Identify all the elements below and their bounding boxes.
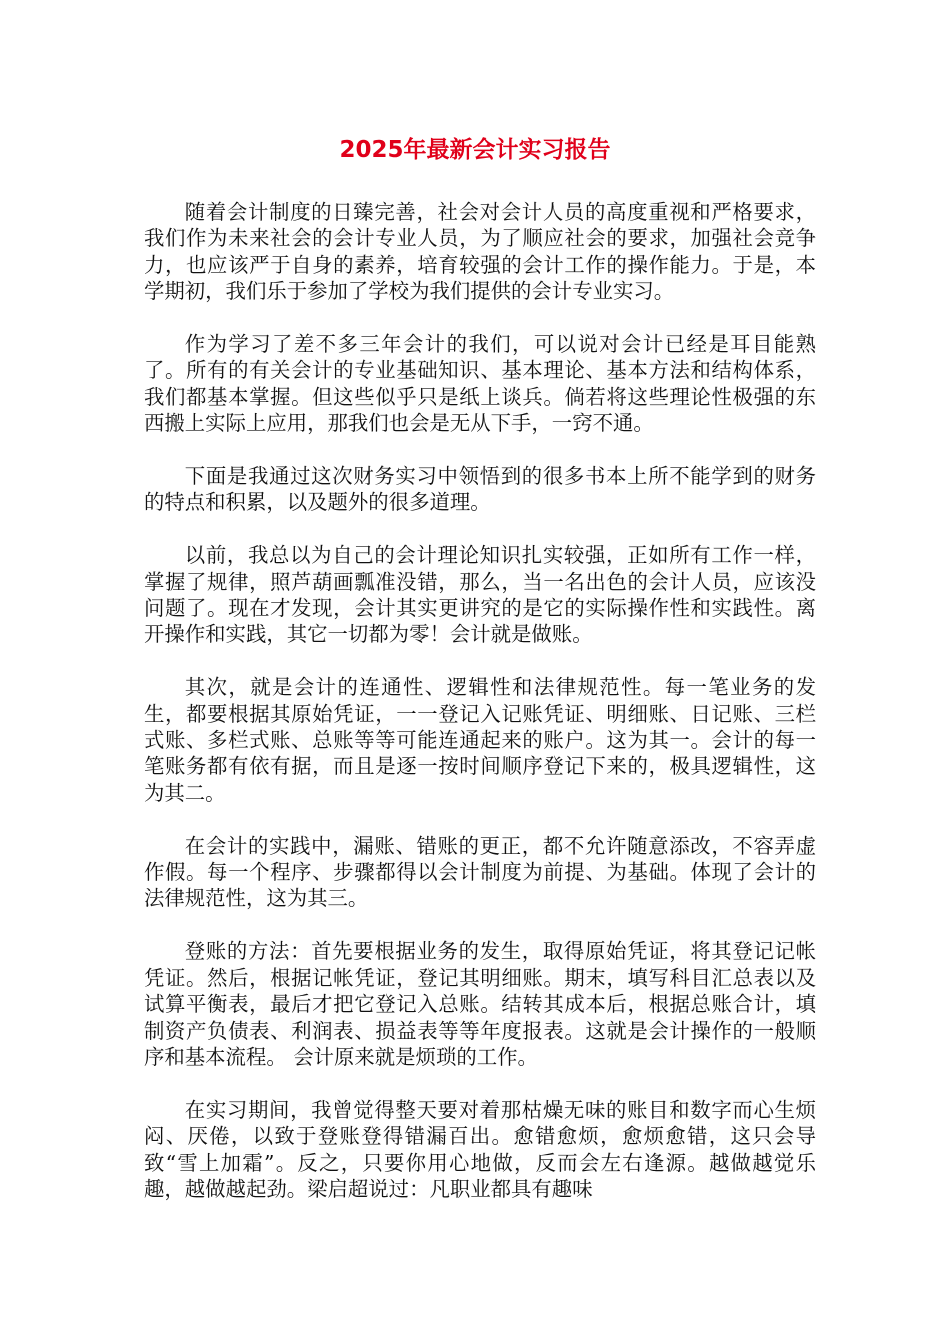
paragraph: 在实习期间，我曾觉得整天要对着那枯燥无味的账目和数字而心生烦闷、厌倦，以致于登账登得错漏百出。愈错愈烦，愈烦愈错，这只会导致“雪上加霜”。反之，只要你用心地做，反而会左右逢源。越做越觉乐趣，越做越起劲。梁启超说过：凡职业都具有趣味	[144, 1097, 816, 1201]
document-title: 2025年最新会计实习报告	[339, 137, 611, 163]
paragraph: 作为学习了差不多三年会计的我们，可以说对会计已经是耳目能熟了。所有的有关会计的专业基础知识、基本理论、基本方法和结构体系，我们都基本掌握。但这些似乎只是纸上谈兵。倘若将这些理论性极强的东西搬上实际上应用，那我们也会是无从下手，一窍不通。	[144, 332, 816, 436]
paragraph: 以前，我总以为自己的会计理论知识扎实较强，正如所有工作一样，掌握了规律，照芦葫画瓢准没错，那么，当一名出色的会计人员，应该没问题了。现在才发现，会计其实更讲究的是它的实际操作性和实践性。离开操作和实践，其它一切都为零！会计就是做账。	[144, 543, 816, 647]
paragraph: 随着会计制度的日臻完善，社会对会计人员的高度重视和严格要求，我们作为未来社会的会计专业人员，为了顺应社会的要求，加强社会竞争力，也应该严于自身的素养，培育较强的会计工作的操作能力。于是，本学期初，我们乐于参加了学校为我们提供的会计专业实习。	[144, 200, 816, 304]
paragraph: 下面是我通过这次财务实习中领悟到的很多书本上所不能学到的财务的特点和积累，以及题外的很多道理。	[144, 464, 816, 515]
paragraph: 登账的方法：首先要根据业务的发生，取得原始凭证，将其登记记帐凭证。然后，根据记帐凭证，登记其明细账。期末，填写科目汇总表以及试算平衡表，最后才把它登记入总账。结转其成本后，根据总账合计，填制资产负债表、利润表、损益表等等年度报表。这就是会计操作的一般顺序和基本流程。 会计原来就是烦琐的工作。	[144, 939, 816, 1069]
paragraph: 其次，就是会计的连通性、逻辑性和法律规范性。每一笔业务的发生，都要根据其原始凭证，一一登记入记账凭证、明细账、日记账、三栏式账、多栏式账、总账等等可能连通起来的账户。这为其一。会计的每一笔账务都有依有据，而且是逐一按时间顺序登记下来的，极具逻辑性，这为其二。	[144, 675, 816, 805]
document-body	[144, 199, 816, 1202]
paragraph: 在会计的实践中，漏账、错账的更正，都不允许随意添改，不容弄虚作假。每一个程序、步骤都得以会计制度为前提、为基础。体现了会计的法律规范性，这为其三。	[144, 833, 816, 911]
